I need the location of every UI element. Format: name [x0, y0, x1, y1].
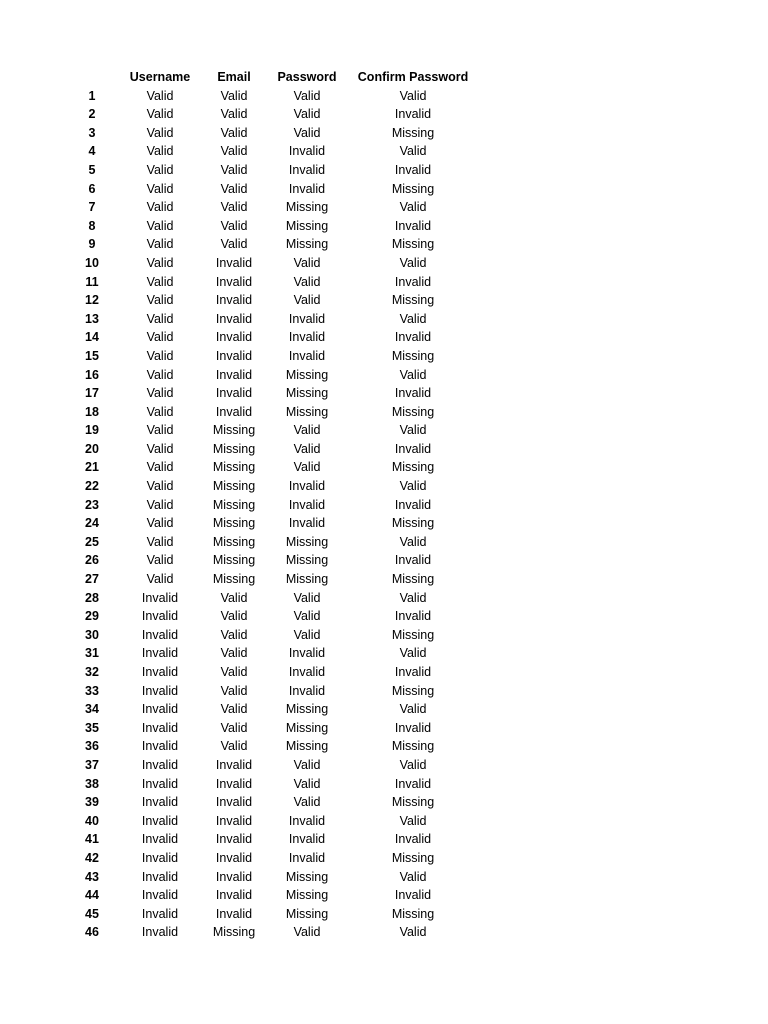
password-cell: Missing [285, 572, 329, 587]
email-cell: Missing [212, 497, 256, 512]
username-cell: Valid [146, 88, 174, 103]
email-cell: Invalid [215, 850, 253, 865]
confirm-password-cell: Invalid [394, 107, 432, 122]
email-cell: Valid [220, 609, 248, 624]
row-number: 18 [85, 404, 99, 419]
row-number: 35 [85, 720, 99, 735]
row-number: 24 [85, 516, 99, 531]
table-row [68, 384, 476, 403]
confirm-password-cell: Missing [391, 739, 435, 754]
confirm-password-cell: Invalid [394, 274, 432, 289]
row-number: 30 [85, 627, 99, 642]
table-row [68, 868, 476, 887]
row-number: 36 [85, 739, 99, 754]
table-row [68, 812, 476, 831]
confirm-password-cell: Missing [391, 460, 435, 475]
header-row [68, 68, 476, 87]
email-cell: Valid [220, 665, 248, 679]
table-row [68, 793, 476, 812]
password-cell: Missing [285, 237, 329, 252]
table-row [68, 849, 476, 868]
username-cell: Invalid [141, 925, 179, 940]
username-cell: Invalid [141, 832, 179, 847]
username-cell: Invalid [141, 609, 179, 624]
row-number: 7 [88, 200, 96, 215]
username-cell: Valid [146, 125, 174, 140]
password-cell: Invalid [288, 665, 326, 679]
confirm-password-cell: Invalid [394, 553, 432, 568]
password-cell: Missing [285, 218, 329, 233]
password-cell: Missing [285, 906, 329, 921]
table-row [68, 756, 476, 775]
row-number: 26 [85, 553, 99, 568]
email-cell: Valid [220, 88, 248, 103]
table-row [68, 923, 476, 942]
password-cell: Missing [285, 404, 329, 419]
row-number: 28 [85, 590, 99, 605]
username-cell: Invalid [141, 683, 179, 698]
email-cell: Invalid [215, 795, 253, 810]
password-cell: Valid [293, 627, 321, 642]
row-number: 20 [85, 441, 99, 456]
password-cell: Valid [293, 609, 321, 624]
password-cell: Valid [293, 274, 321, 289]
table-row [68, 458, 476, 477]
confirm-password-cell: Missing [391, 404, 435, 419]
password-cell: Missing [285, 702, 329, 717]
confirm-password-cell: Missing [391, 125, 435, 140]
username-cell: Valid [146, 144, 174, 159]
row-number: 21 [85, 460, 99, 475]
confirm-password-cell: Missing [391, 795, 435, 810]
password-cell: Missing [285, 200, 329, 215]
username-cell: Invalid [141, 813, 179, 828]
username-cell: Valid [146, 162, 174, 177]
username-cell: Invalid [141, 665, 179, 679]
row-number: 15 [85, 348, 99, 363]
confirm-password-cell: Missing [391, 627, 435, 642]
row-number: 29 [85, 609, 99, 624]
confirm-password-cell: Invalid [394, 776, 432, 791]
confirm-password-cell: Missing [391, 237, 435, 252]
email-cell: Invalid [215, 757, 253, 772]
username-cell: Invalid [141, 850, 179, 865]
test-case-table [68, 68, 476, 942]
confirm-password-cell: Valid [399, 479, 427, 494]
row-number: 3 [88, 125, 96, 140]
row-number: 44 [85, 888, 99, 903]
row-number: 39 [85, 795, 99, 810]
password-cell: Valid [293, 125, 321, 140]
username-cell: Valid [146, 441, 174, 456]
username-cell: Invalid [141, 720, 179, 735]
table-row [68, 496, 476, 515]
row-number: 38 [85, 776, 99, 791]
email-cell: Missing [212, 423, 256, 438]
email-cell: Valid [220, 218, 248, 233]
confirm-password-cell: Valid [399, 869, 427, 884]
password-cell: Valid [293, 590, 321, 605]
password-cell: Missing [285, 720, 329, 735]
email-cell: Valid [220, 144, 248, 159]
table-row [68, 570, 476, 589]
username-cell: Valid [146, 293, 174, 308]
username-cell: Invalid [141, 888, 179, 903]
row-number: 25 [85, 534, 99, 549]
email-cell: Missing [212, 460, 256, 475]
row-number: 42 [85, 850, 99, 865]
password-cell: Valid [293, 925, 321, 940]
row-number: 12 [85, 293, 99, 308]
table-row [68, 589, 476, 608]
row-number: 13 [85, 311, 99, 326]
table-row [68, 403, 476, 422]
table-row [68, 700, 476, 719]
confirm-password-cell: Valid [399, 534, 427, 549]
email-cell: Invalid [215, 386, 253, 401]
row-number: 19 [85, 423, 99, 438]
confirm-password-cell: Valid [399, 590, 427, 605]
table-row [68, 440, 476, 459]
table-row [68, 235, 476, 254]
confirm-password-cell: Valid [399, 646, 427, 661]
username-cell: Valid [146, 255, 174, 270]
confirm-password-cell: Missing [391, 348, 435, 363]
username-cell: Valid [146, 572, 174, 587]
email-cell: Invalid [215, 367, 253, 382]
email-cell: Valid [220, 739, 248, 754]
username-cell: Invalid [141, 869, 179, 884]
table-row [68, 682, 476, 701]
password-cell: Missing [285, 888, 329, 903]
email-cell: Valid [220, 627, 248, 642]
table-row [68, 328, 476, 347]
confirm-password-cell: Missing [391, 572, 435, 587]
table-row [68, 626, 476, 645]
password-cell: Missing [285, 534, 329, 549]
password-cell: Invalid [288, 850, 326, 865]
row-number: 1 [88, 88, 96, 103]
confirm-password-cell: Invalid [394, 665, 432, 679]
table-row [68, 180, 476, 199]
confirm-password-cell: Missing [391, 293, 435, 308]
table-row [68, 87, 476, 106]
email-cell: Invalid [215, 869, 253, 884]
row-number: 4 [88, 144, 96, 159]
username-cell: Invalid [141, 702, 179, 717]
email-cell: Valid [220, 125, 248, 140]
row-number: 32 [85, 665, 99, 679]
row-number: 22 [85, 479, 99, 494]
username-cell: Valid [146, 367, 174, 382]
username-cell: Invalid [141, 590, 179, 605]
confirm-password-cell: Invalid [394, 497, 432, 512]
row-number: 45 [85, 906, 99, 921]
header-username: Username [129, 70, 191, 84]
email-cell: Missing [212, 534, 256, 549]
username-cell: Valid [146, 553, 174, 568]
email-cell: Missing [212, 572, 256, 587]
username-cell: Valid [146, 181, 174, 196]
confirm-password-cell: Invalid [394, 888, 432, 903]
confirm-password-cell: Missing [391, 516, 435, 531]
email-cell: Invalid [215, 274, 253, 289]
table-row [68, 737, 476, 756]
password-cell: Valid [293, 460, 321, 475]
password-cell: Missing [285, 367, 329, 382]
username-cell: Invalid [141, 627, 179, 642]
username-cell: Invalid [141, 776, 179, 791]
password-cell: Valid [293, 88, 321, 103]
password-cell: Invalid [288, 162, 326, 177]
row-number: 40 [85, 813, 99, 828]
table-row [68, 905, 476, 924]
confirm-password-cell: Invalid [394, 330, 432, 345]
password-cell: Missing [285, 553, 329, 568]
email-cell: Valid [220, 683, 248, 698]
row-number: 41 [85, 832, 99, 847]
username-cell: Valid [146, 423, 174, 438]
password-cell: Missing [285, 739, 329, 754]
header-password: Password [277, 70, 337, 84]
confirm-password-cell: Invalid [394, 441, 432, 456]
table-row [68, 142, 476, 161]
row-number: 27 [85, 572, 99, 587]
password-cell: Invalid [288, 497, 326, 512]
username-cell: Valid [146, 516, 174, 531]
row-number: 14 [85, 330, 99, 345]
password-cell: Valid [293, 757, 321, 772]
table-row [68, 644, 476, 663]
username-cell: Valid [146, 534, 174, 549]
password-cell: Invalid [288, 311, 326, 326]
table-row [68, 347, 476, 366]
email-cell: Valid [220, 181, 248, 196]
username-cell: Valid [146, 348, 174, 363]
row-number: 10 [85, 255, 99, 270]
email-cell: Invalid [215, 404, 253, 419]
table-row [68, 291, 476, 310]
username-cell: Valid [146, 311, 174, 326]
password-cell: Invalid [288, 330, 326, 345]
table-row [68, 105, 476, 124]
username-cell: Valid [146, 386, 174, 401]
confirm-password-cell: Valid [399, 200, 427, 215]
email-cell: Invalid [215, 348, 253, 363]
row-number: 11 [85, 274, 99, 289]
row-number: 31 [85, 646, 99, 661]
email-cell: Invalid [215, 776, 253, 791]
confirm-password-cell: Invalid [394, 218, 432, 233]
confirm-password-cell: Missing [391, 906, 435, 921]
email-cell: Invalid [215, 813, 253, 828]
row-number: 46 [85, 925, 99, 940]
header-confirm-password: Confirm Password [357, 70, 469, 84]
table-row [68, 477, 476, 496]
password-cell: Invalid [288, 813, 326, 828]
table-row [68, 514, 476, 533]
table-row [68, 198, 476, 217]
row-number: 34 [85, 702, 99, 717]
email-cell: Valid [220, 646, 248, 661]
table-row [68, 663, 476, 682]
table-body [68, 87, 476, 942]
username-cell: Valid [146, 404, 174, 419]
row-number: 5 [88, 162, 96, 177]
email-cell: Missing [212, 479, 256, 494]
table-row [68, 366, 476, 385]
row-number: 9 [88, 237, 96, 252]
row-number: 8 [88, 218, 96, 233]
email-cell: Valid [220, 107, 248, 122]
confirm-password-cell: Valid [399, 88, 427, 103]
email-cell: Invalid [215, 330, 253, 345]
username-cell: Valid [146, 479, 174, 494]
username-cell: Invalid [141, 906, 179, 921]
email-cell: Valid [220, 590, 248, 605]
email-cell: Missing [212, 441, 256, 456]
table-row [68, 830, 476, 849]
username-cell: Invalid [141, 757, 179, 772]
table-row [68, 161, 476, 180]
confirm-password-cell: Missing [391, 181, 435, 196]
confirm-password-cell: Missing [391, 683, 435, 698]
email-cell: Missing [212, 925, 256, 940]
email-cell: Invalid [215, 888, 253, 903]
username-cell: Invalid [141, 739, 179, 754]
email-cell: Valid [220, 720, 248, 735]
password-cell: Valid [293, 255, 321, 270]
table-row [68, 273, 476, 292]
table-row [68, 310, 476, 329]
password-cell: Invalid [288, 348, 326, 363]
username-cell: Valid [146, 107, 174, 122]
password-cell: Invalid [288, 832, 326, 847]
row-number: 17 [85, 386, 99, 401]
username-cell: Valid [146, 200, 174, 215]
password-cell: Valid [293, 423, 321, 438]
email-cell: Invalid [215, 832, 253, 847]
email-cell: Valid [220, 200, 248, 215]
password-cell: Valid [293, 441, 321, 456]
email-cell: Invalid [215, 311, 253, 326]
username-cell: Valid [146, 218, 174, 233]
table-row [68, 533, 476, 552]
table-row [68, 421, 476, 440]
row-number: 16 [85, 367, 99, 382]
email-cell: Valid [220, 162, 248, 177]
header-row-number [68, 68, 116, 87]
password-cell: Valid [293, 776, 321, 791]
row-number: 33 [85, 683, 99, 698]
confirm-password-cell: Valid [399, 925, 427, 940]
confirm-password-cell: Valid [399, 367, 427, 382]
username-cell: Valid [146, 460, 174, 475]
row-number: 37 [85, 757, 99, 772]
password-cell: Invalid [288, 516, 326, 531]
password-cell: Invalid [288, 181, 326, 196]
confirm-password-cell: Valid [399, 423, 427, 438]
username-cell: Valid [146, 237, 174, 252]
email-cell: Valid [220, 237, 248, 252]
confirm-password-cell: Invalid [394, 720, 432, 735]
confirm-password-cell: Invalid [394, 162, 432, 177]
table-row [68, 217, 476, 236]
confirm-password-cell: Valid [399, 813, 427, 828]
password-cell: Valid [293, 107, 321, 122]
confirm-password-cell: Invalid [394, 832, 432, 847]
row-number: 6 [88, 181, 96, 196]
row-number: 23 [85, 497, 99, 512]
row-number: 2 [88, 107, 96, 122]
email-cell: Invalid [215, 906, 253, 921]
confirm-password-cell: Valid [399, 144, 427, 159]
table-row [68, 124, 476, 143]
confirm-password-cell: Invalid [394, 386, 432, 401]
username-cell: Valid [146, 274, 174, 289]
row-number: 43 [85, 869, 99, 884]
password-cell: Valid [293, 293, 321, 308]
confirm-password-cell: Valid [399, 702, 427, 717]
table-row [68, 551, 476, 570]
confirm-password-cell: Missing [391, 850, 435, 865]
username-cell: Invalid [141, 795, 179, 810]
confirm-password-cell: Valid [399, 311, 427, 326]
confirm-password-cell: Invalid [394, 609, 432, 624]
table-row [68, 254, 476, 273]
confirm-password-cell: Valid [399, 757, 427, 772]
header-email: Email [217, 70, 251, 84]
password-cell: Missing [285, 386, 329, 401]
email-cell: Missing [212, 553, 256, 568]
email-cell: Invalid [215, 293, 253, 308]
password-cell: Invalid [288, 479, 326, 494]
password-cell: Valid [293, 795, 321, 810]
table-row [68, 719, 476, 738]
password-cell: Invalid [288, 646, 326, 661]
username-cell: Valid [146, 497, 174, 512]
password-cell: Missing [285, 869, 329, 884]
email-cell: Valid [220, 702, 248, 717]
password-cell: Invalid [288, 683, 326, 698]
table-row [68, 607, 476, 626]
password-cell: Invalid [288, 144, 326, 159]
username-cell: Valid [146, 330, 174, 345]
email-cell: Invalid [215, 255, 253, 270]
username-cell: Invalid [141, 646, 179, 661]
email-cell: Missing [212, 516, 256, 531]
table-row [68, 886, 476, 905]
confirm-password-cell: Valid [399, 255, 427, 270]
table-row [68, 775, 476, 794]
